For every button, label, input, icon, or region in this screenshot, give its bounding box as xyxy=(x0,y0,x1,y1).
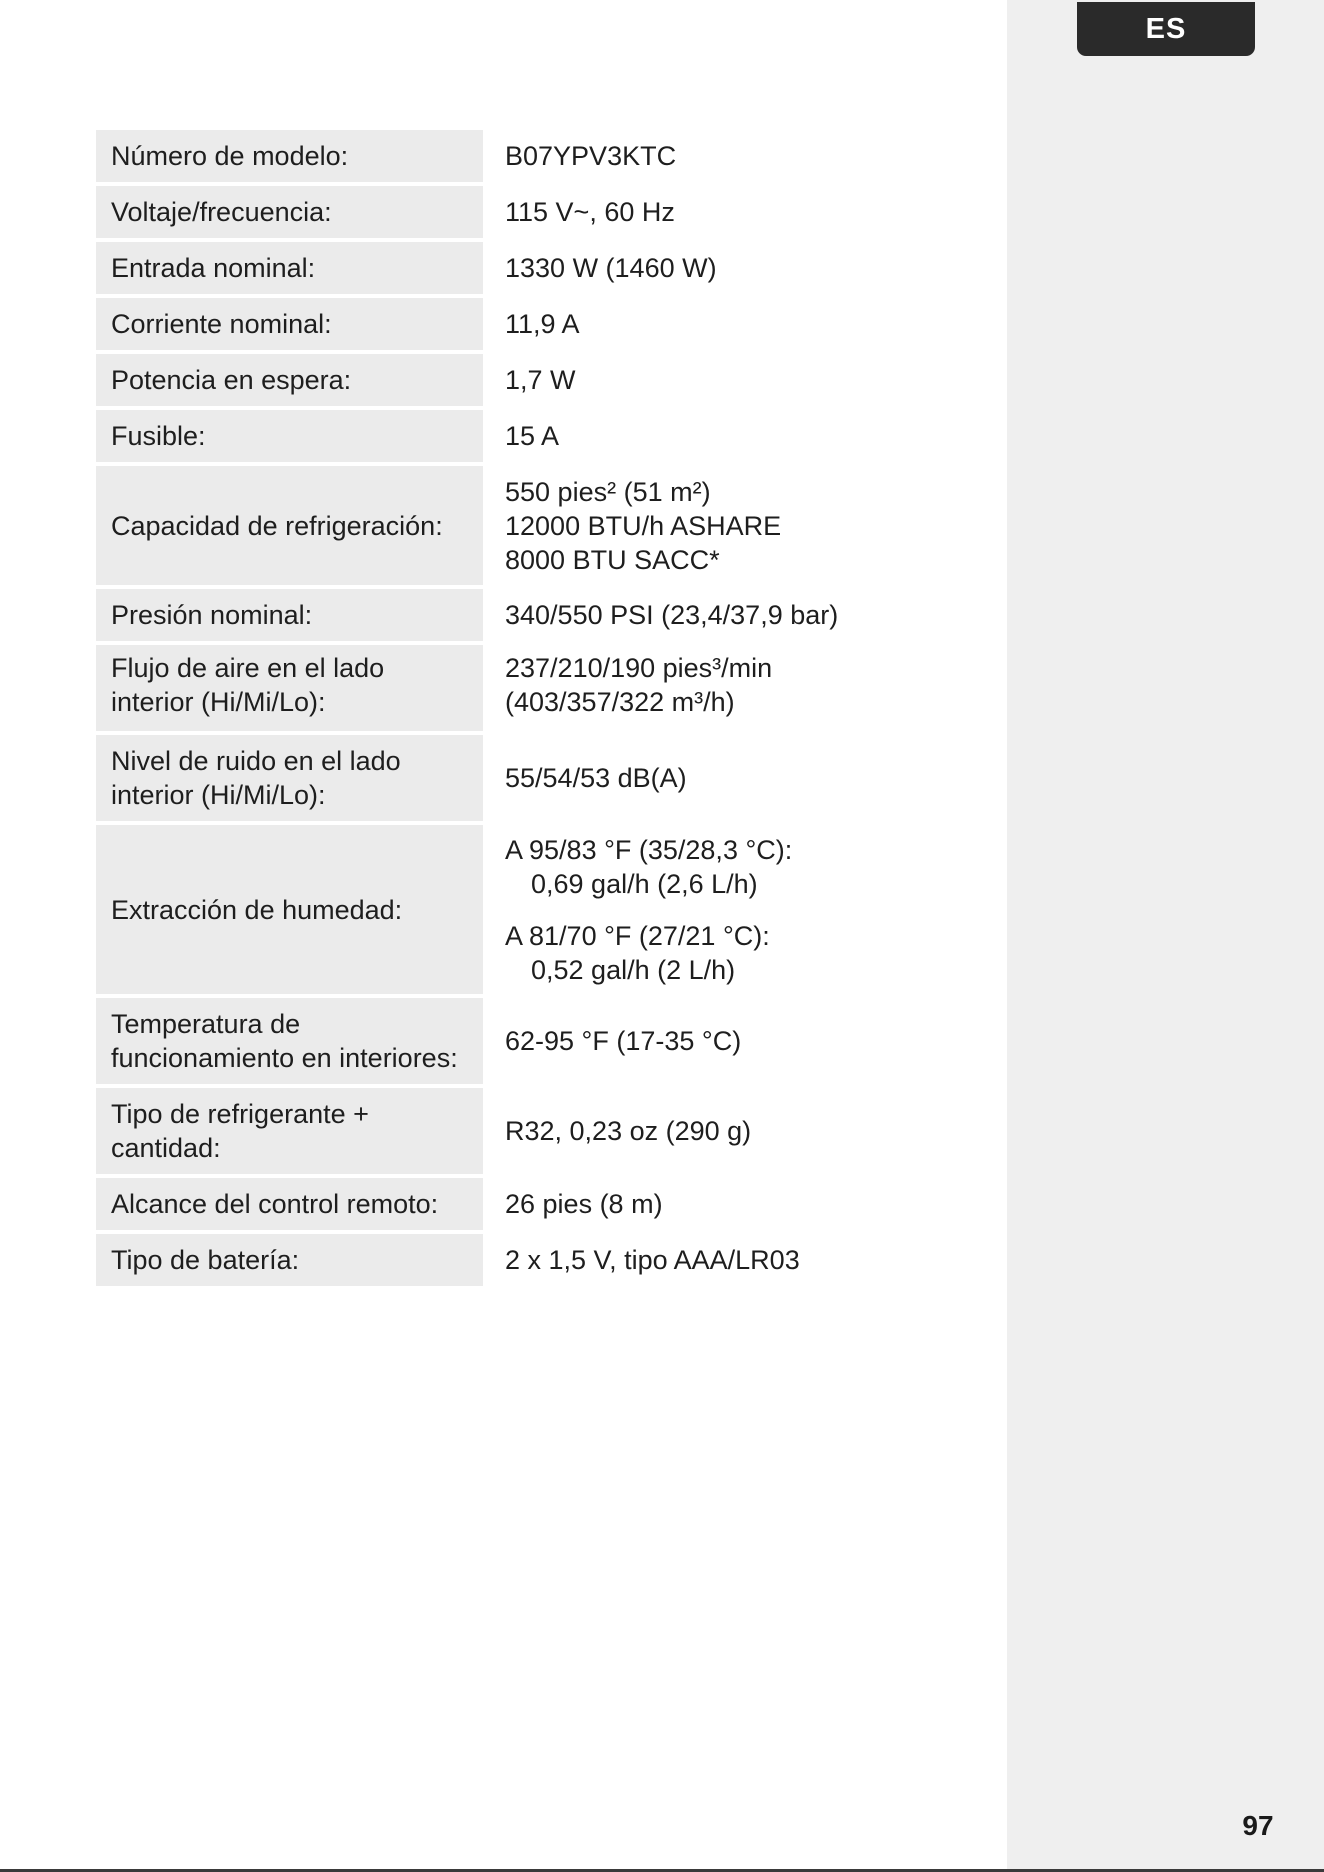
spec-label-line: cantidad: xyxy=(111,1133,221,1163)
spec-label: Número de modelo: xyxy=(96,130,483,182)
spec-value: R32, 0,23 oz (290 g) xyxy=(505,1116,752,1146)
spec-label: Voltaje/frecuencia: xyxy=(96,186,483,238)
spec-value: 15 A xyxy=(505,421,560,451)
spec-value: 340/550 PSI (23,4/37,9 bar) xyxy=(505,600,839,630)
spec-row-refrigerant xyxy=(96,1088,896,1174)
spec-value xyxy=(483,466,896,585)
spec-label: Fusible: xyxy=(96,410,483,462)
spec-label-line: Temperatura de xyxy=(111,1009,301,1039)
specifications-table xyxy=(96,130,896,1290)
spec-label: Capacidad de refrigeración: xyxy=(96,466,483,585)
spec-value: 26 pies (8 m) xyxy=(505,1189,663,1219)
spec-row-humidity xyxy=(96,825,896,994)
spec-row-pressure xyxy=(96,589,896,641)
language-tab: ES xyxy=(1077,2,1255,56)
spec-label: Potencia en espera: xyxy=(96,354,483,406)
spec-label xyxy=(96,735,483,821)
spec-row-cooling xyxy=(96,466,896,585)
spec-label-line: Flujo de aire en el lado xyxy=(111,653,385,683)
spec-label-line: funcionamiento en interiores: xyxy=(111,1043,458,1073)
spec-label xyxy=(96,998,483,1084)
spec-row-airflow xyxy=(96,645,896,731)
spec-label: Corriente nominal: xyxy=(96,298,483,350)
spec-value-line: 0,69 gal/h (2,6 L/h) xyxy=(531,868,758,899)
spec-value-line: 12000 BTU/h ASHARE xyxy=(505,510,782,541)
spec-row-standby xyxy=(96,354,896,406)
spec-label: Alcance del control remoto: xyxy=(96,1178,483,1230)
spec-value: 2 x 1,5 V, tipo AAA/LR03 xyxy=(505,1245,800,1275)
spec-row-fuse xyxy=(96,410,896,462)
spec-row-model xyxy=(96,130,896,182)
spec-row-current xyxy=(96,298,896,350)
spec-value: 62-95 °F (17-35 °C) xyxy=(505,1026,742,1056)
spec-value xyxy=(483,825,896,994)
spec-value: 55/54/53 dB(A) xyxy=(505,763,687,793)
spec-row-noise xyxy=(96,735,896,821)
spec-value: 1,7 W xyxy=(505,365,576,395)
spec-row-temperature xyxy=(96,998,896,1084)
spec-value: B07YPV3KTC xyxy=(505,141,677,171)
spec-value-line: A 95/83 °F (35/28,3 °C): xyxy=(505,834,793,865)
spec-row-input xyxy=(96,242,896,294)
spec-value: 11,9 A xyxy=(505,309,580,339)
spec-label: Presión nominal: xyxy=(96,589,483,641)
spacer xyxy=(505,901,896,919)
spec-value: 1330 W (1460 W) xyxy=(505,253,717,283)
spec-row-battery xyxy=(96,1234,896,1286)
spec-row-remote xyxy=(96,1178,896,1230)
side-margin-panel xyxy=(1007,0,1324,1872)
spec-value-line: 237/210/190 pies³/min xyxy=(505,653,773,683)
spec-label xyxy=(96,645,483,731)
spec-value: 115 V~, 60 Hz xyxy=(505,197,675,227)
spec-value-line: 8000 BTU SACC* xyxy=(505,544,720,575)
spec-label xyxy=(96,1088,483,1174)
spec-label-line: Tipo de refrigerante + xyxy=(111,1099,369,1129)
spec-label: Tipo de batería: xyxy=(96,1234,483,1286)
spec-label-line: Nivel de ruido en el lado xyxy=(111,746,401,776)
spec-label-line: interior (Hi/Mi/Lo): xyxy=(111,780,326,810)
spec-label: Entrada nominal: xyxy=(96,242,483,294)
spec-row-voltage xyxy=(96,186,896,238)
spec-value-line: 0,52 gal/h (2 L/h) xyxy=(531,954,736,985)
spec-label: Extracción de humedad: xyxy=(96,825,483,994)
spec-label-line: interior (Hi/Mi/Lo): xyxy=(111,687,326,717)
page-number: 97 xyxy=(1242,1810,1274,1841)
spec-value xyxy=(483,645,896,731)
spec-value-line: A 81/70 °F (27/21 °C): xyxy=(505,920,770,951)
spec-value-line: 550 pies² (51 m²) xyxy=(505,476,711,507)
spec-value-line: (403/357/322 m³/h) xyxy=(505,687,735,717)
